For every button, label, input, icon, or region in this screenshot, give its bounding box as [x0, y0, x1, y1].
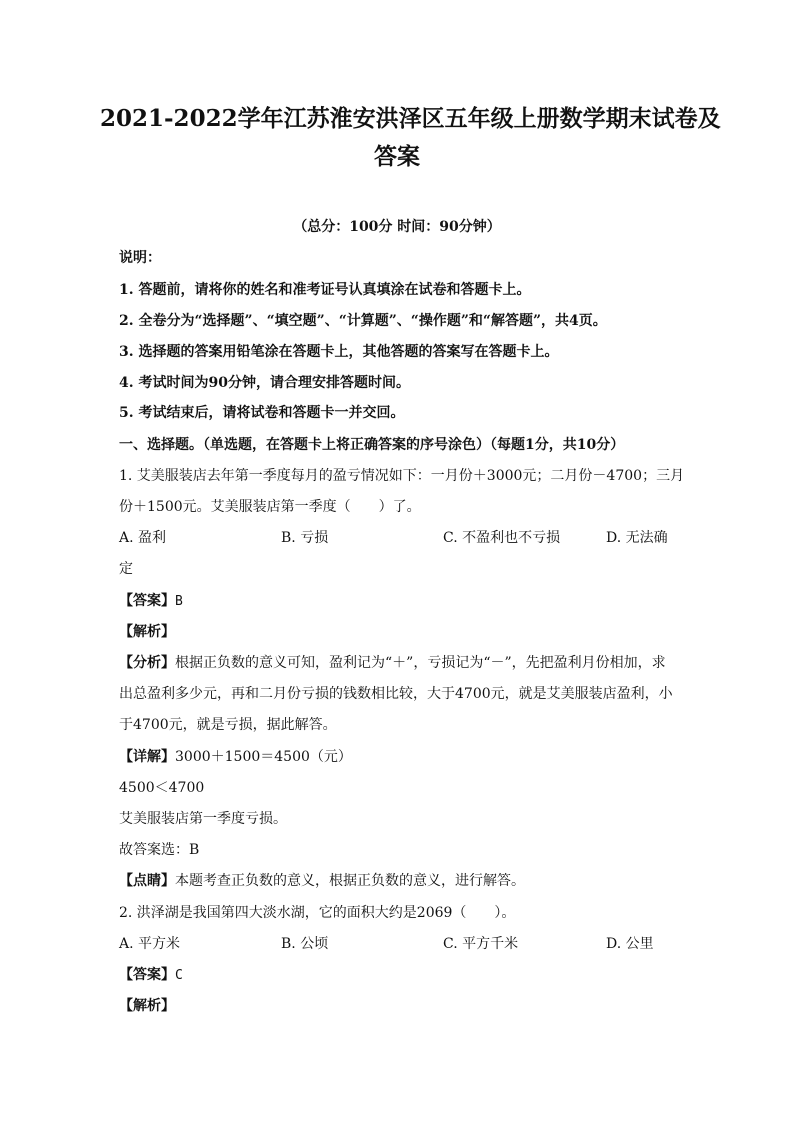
answer-value: B	[175, 594, 183, 609]
question-1-line-1: 1. 艾美服装店去年第一季度每月的盈亏情况如下：一月份＋3000元；二月份－4700；三月	[119, 468, 685, 484]
option-b: B. 亏损	[281, 530, 329, 546]
option-c: C. 不盈利也不亏损	[443, 530, 561, 546]
instruction-item: 5. 考试结束后，请将试卷和答题卡一并交回。	[119, 405, 405, 421]
fenxi-tag: 【分析】	[119, 655, 175, 671]
choice-line: 故答案选：B	[119, 842, 200, 858]
option-c: C. 平方千米	[443, 936, 519, 952]
analysis-tag: 【解析】	[119, 998, 175, 1014]
answer-line	[119, 592, 183, 611]
option-a: A. 平方米	[119, 936, 181, 952]
xiangjie-line-2: 4500＜4700	[119, 780, 205, 796]
section-heading: 一、选择题。（单选题，在答题卡上将正确答案的序号涂色）（每题1分，共10分）	[119, 437, 625, 453]
title-line-1: 2021-2022学年江苏淮安洪泽区五年级上册数学期末试卷及	[100, 105, 721, 132]
option-a: A. 盈利	[119, 530, 167, 546]
xiangjie-text: 3000＋1500＝4500（元）	[175, 749, 352, 765]
dianjing-text: 本题考查正负数的意义，根据正负数的意义，进行解答。	[175, 873, 525, 889]
instruction-item: 3. 选择题的答案用铅笔涂在答题卡上，其他答题的答案写在答题卡上。	[119, 344, 559, 360]
page-title	[100, 100, 721, 176]
xiangjie-line-1	[119, 748, 352, 766]
instruction-item: 1. 答题前，请将你的姓名和准考证号认真填涂在试卷和答题卡上。	[119, 282, 531, 298]
dianjing-tag: 【点睛】	[119, 873, 175, 889]
question-2-line-1: 2. 洪泽湖是我国第四大淡水湖，它的面积大约是2069（ ）。	[119, 905, 516, 921]
option-d-wrap: 定	[119, 561, 133, 577]
instruction-item: 4. 考试时间为90分钟，请合理安排答题时间。	[119, 375, 410, 391]
fenxi-line-2: 出总盈利多少元，再和二月份亏损的钱数相比较，大于4700元，就是艾美服装店盈利，小	[119, 686, 673, 702]
answer-tag: 【答案】	[119, 593, 175, 609]
answer-value: C	[175, 968, 183, 983]
xiangjie-tag: 【详解】	[119, 749, 175, 765]
option-b: B. 公顷	[281, 936, 329, 952]
answer-line	[119, 966, 183, 985]
fenxi-line-3: 于4700元，就是亏损，据此解答。	[119, 717, 337, 733]
option-d: D. 无法确	[606, 530, 668, 546]
title-line-2: 答案	[374, 143, 420, 170]
instructions-heading: 说明：	[119, 250, 161, 266]
option-d: D. 公里	[606, 936, 654, 952]
dianjing-line	[119, 872, 525, 890]
fenxi-line-1	[119, 654, 666, 672]
question-2-options	[119, 935, 689, 953]
question-1-line-2: 份＋1500元。艾美服装店第一季度（ ）了。	[119, 499, 421, 515]
answer-tag: 【答案】	[119, 967, 175, 983]
question-1-options	[119, 529, 689, 547]
fenxi-text: 根据正负数的意义可知，盈利记为“＋”，亏损记为“－”，先把盈利月份相加，求	[175, 655, 666, 671]
analysis-tag: 【解析】	[119, 624, 175, 640]
xiangjie-line-3: 艾美服装店第一季度亏损。	[119, 811, 287, 827]
score-time-note: （总分：100分 时间：90分钟）	[293, 219, 501, 235]
instruction-item: 2. 全卷分为“选择题”、“填空题”、“计算题”、“操作题”和“解答题”，共4页。	[119, 313, 607, 329]
